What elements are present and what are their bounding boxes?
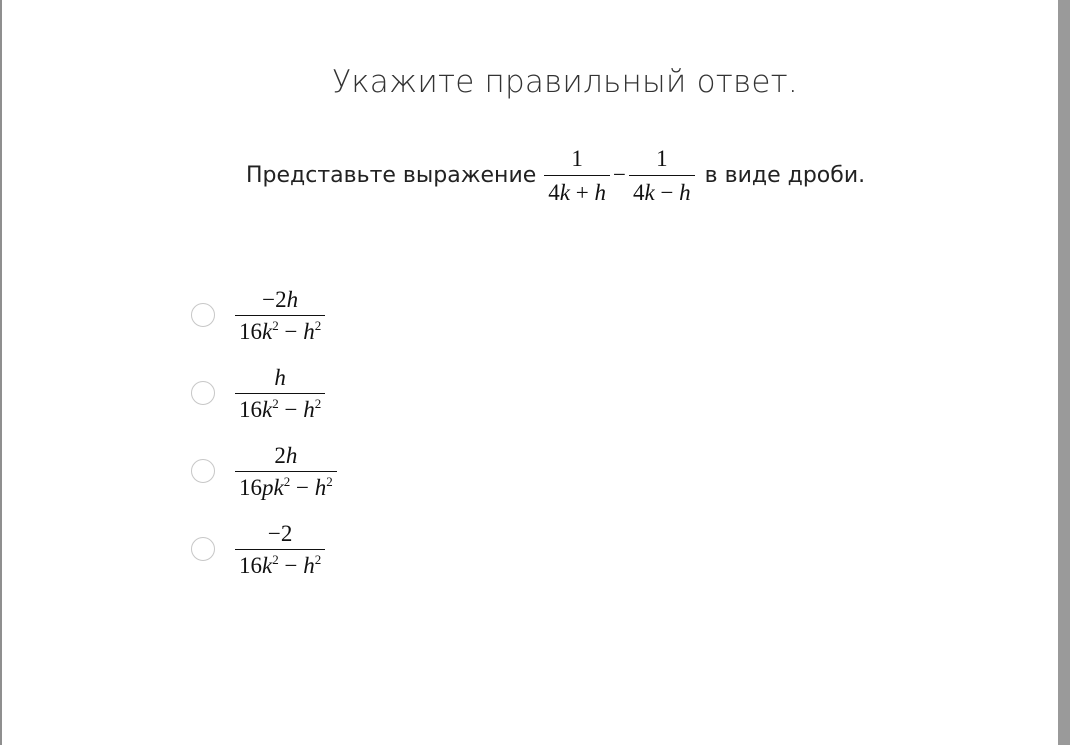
option-fraction bbox=[235, 366, 325, 421]
radio-button[interactable] bbox=[191, 459, 215, 483]
question-text-after: в виде дроби. bbox=[704, 162, 866, 188]
fraction-denominator: 4k + h bbox=[548, 179, 606, 205]
window-left-edge bbox=[0, 0, 2, 745]
fraction-numerator: 2h bbox=[274, 442, 298, 468]
answer-options bbox=[188, 276, 337, 588]
answer-option-2[interactable] bbox=[188, 354, 337, 432]
fraction-numerator: 1 bbox=[656, 145, 668, 171]
fraction-numerator: 1 bbox=[571, 145, 583, 171]
scrollbar[interactable] bbox=[1058, 0, 1070, 745]
answer-option-1[interactable] bbox=[188, 276, 337, 354]
page-title: Укажите правильный ответ. bbox=[332, 64, 798, 100]
fraction-denominator: $16k^2 - h^2$ bbox=[239, 395, 322, 422]
question-fraction-2 bbox=[629, 147, 695, 204]
answer-option-3[interactable] bbox=[188, 432, 337, 510]
option-fraction bbox=[235, 444, 337, 499]
option-fraction bbox=[235, 522, 325, 577]
fraction-denominator: $16pk^2 - h^2$ bbox=[239, 473, 333, 500]
question-fraction-1 bbox=[544, 147, 610, 204]
minus-operator: − bbox=[612, 162, 626, 187]
question-text-before: Представьте выражение bbox=[246, 162, 537, 188]
question-text bbox=[246, 140, 865, 210]
fraction-denominator: 4k − h bbox=[632, 179, 691, 205]
radio-button[interactable] bbox=[191, 381, 215, 405]
option-fraction bbox=[235, 288, 325, 343]
fraction-numerator: −2 bbox=[267, 520, 293, 546]
radio-button[interactable] bbox=[191, 303, 215, 327]
fraction-denominator: $16k^2 - h^2$ bbox=[239, 551, 322, 578]
fraction-denominator: $16k^2 - h^2$ bbox=[239, 317, 322, 344]
fraction-numerator: h bbox=[274, 364, 286, 390]
answer-option-4[interactable] bbox=[188, 510, 337, 588]
radio-button[interactable] bbox=[191, 537, 215, 561]
fraction-numerator: −2h bbox=[262, 286, 299, 312]
